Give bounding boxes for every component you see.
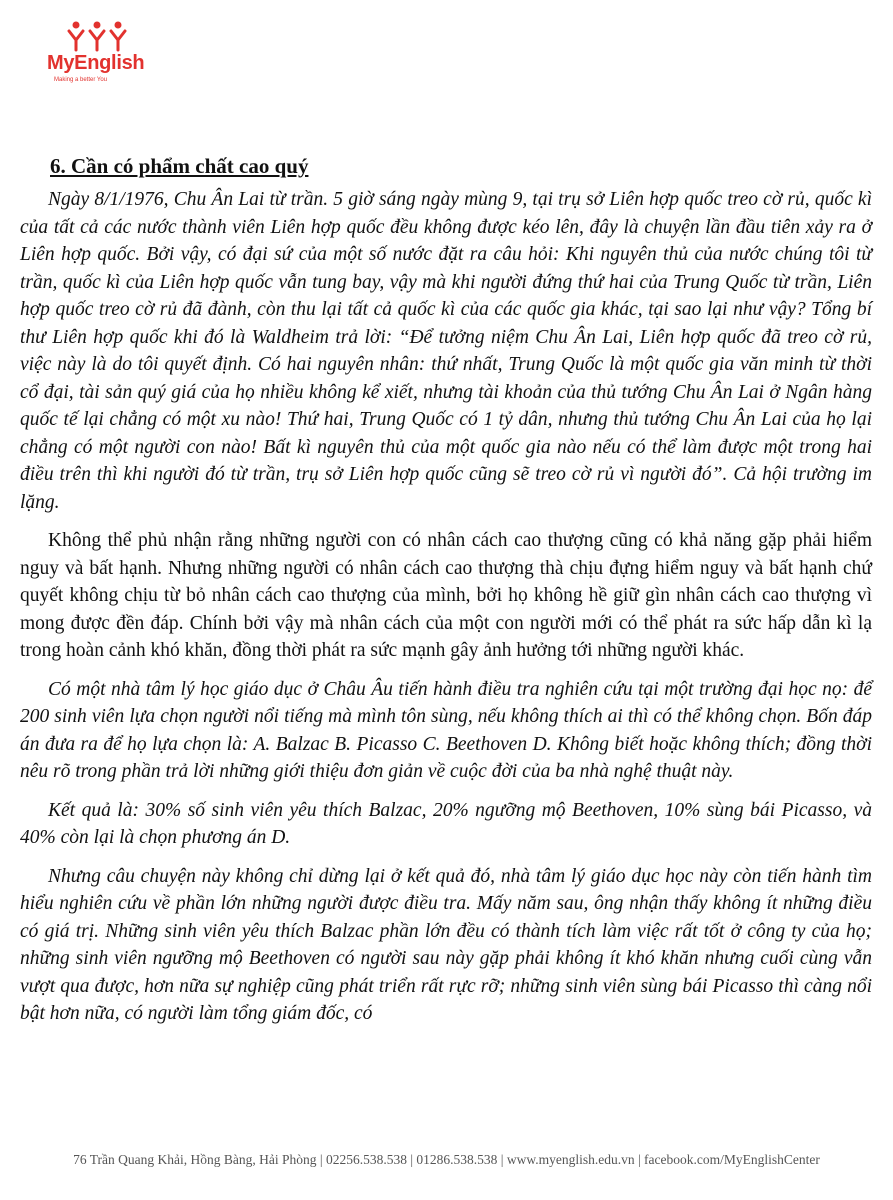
people-logo-icon: [67, 20, 127, 52]
paragraph-zhou-enlai-story: Ngày 8/1/1976, Chu Ân Lai từ trần. 5 giờ sáng ngày mùng 9, tại trụ sở Liên hợp quốc treo cờ rủ, quốc kì của tất cả các nước thành viên Liên hợp quốc đều không được kéo lên, đây là chuyện lần đầu tiên xảy ra ở Liên hợp quốc. Bởi vậy, có đại sứ của một số nước đặt ra câu hỏi: Khi nguyên thủ của nước chúng tôi từ trần, quốc kì của Liên hợp quốc vẫn tung bay, vậy mà khi người đứng thứ hai của Trung Quốc từ trần, Liên hợp quốc treo cờ rủ đã đành, còn thu lại tất cả quốc kì của các quốc gia khác, tại sao lại như vậy? Tổng bí thư Liên hợp quốc khi đó là Waldheim trả lời: “Để tưởng niệm Chu Ân Lai, Liên hợp quốc đã treo cờ rủ, việc này là do tôi quyết định. Có hai nguyên nhân: thứ nhất, Trung Quốc là một quốc gia văn minh từ thời cổ đại, tài sản quý giá của họ nhiều không kể xiết, nhưng tài khoản của thủ tướng Chu Ân Lai ở Ngân hàng quốc tế lại chẳng có một xu nào! Thứ hai, Trung Quốc có 1 tỷ dân, nhưng thủ tướng Chu Ân Lai của họ lại chẳng có một người con nào! Bất kì nguyên thủ của một quốc gia nào nếu có thể làm được một trong hai điều trên thì khi người đó từ trần, trụ sở Liên hợp quốc cũng sẽ treo cờ rủ vì người đó”. Cả hội trường im lặng.: [20, 189, 872, 513]
paragraph-noble-character: Không thể phủ nhận rằng những người con có nhân cách cao thượng cũng có khả năng gặp phải hiểm nguy và bất hạnh. Nhưng những người có nhân cách cao thượng thà chịu đựng hiểm nguy và bất hạnh chứ quyết không chịu từ bỏ nhân cách cao thượng của mình, bởi họ không hề giữ gìn nhân cách cao thượng vì mong được đền đáp. Chính bởi vậy mà nhân cách của một con người mới có thể phát ra sức hấp dẫn kì lạ trong hoàn cảnh khó khăn, đồng thời phát ra sức mạnh gây ảnh hưởng tới những người khác.: [20, 530, 872, 661]
document-body: [20, 152, 872, 1039]
paragraph-survey-result: Kết quả là: 30% số sinh viên yêu thích Balzac, 20% ngưỡng mộ Beethoven, 10% sùng bái Picasso, và 40% còn lại là chọn phương án D.: [20, 799, 872, 848]
page-footer: 76 Trần Quang Khải, Hồng Bàng, Hải Phòng | 02256.538.538 | 01286.538.538 | www.myenglish.edu.vn | facebook.com/MyEnglishCenter: [73, 1152, 820, 1167]
brand-name: MyEnglish: [47, 52, 145, 74]
brand-tagline: Making a better You: [54, 77, 108, 83]
section-heading: 6. Cần có phẩm chất cao quý: [50, 154, 309, 178]
paragraph-survey-followup: Nhưng câu chuyện này không chỉ dừng lại ở kết quả đó, nhà tâm lý giáo dục học này còn tiến hành tìm hiểu nghiên cứu về phần lớn những người được điều tra. Mấy năm sau, ông nhận thấy không ít những điều có giá trị. Những sinh viên yêu thích Balzac phần lớn đều có thành tích làm việc rất tốt ở công ty của họ; những sinh viên ngưỡng mộ Beethoven có người sau này gặp phải không ít khó khăn nhưng cuối cùng vẫn vượt qua được, hơn nữa sự nghiệp cũng phát triển rất rực rỡ; những sinh viên sùng bái Picasso thì càng nổi bật hơn nữa, có người làm tổng giám đốc, có: [20, 865, 872, 1024]
brand-logo: [47, 20, 157, 92]
paragraph-survey-intro: Có một nhà tâm lý học giáo dục ở Châu Âu tiến hành điều tra nghiên cứu tại một trường đại học nọ: để 200 sinh viên lựa chọn người nổi tiếng mà mình tôn sùng, nếu không thích ai thì có thể không chọn. Bốn đáp án đưa ra để họ lựa chọn là: A. Balzac B. Picasso C. Beethoven D. Không biết hoặc không thích; đồng thời nêu rõ trong phần trả lời những giới thiệu đơn giản về cuộc đời của ba nhà nghệ thuật này.: [20, 678, 872, 782]
